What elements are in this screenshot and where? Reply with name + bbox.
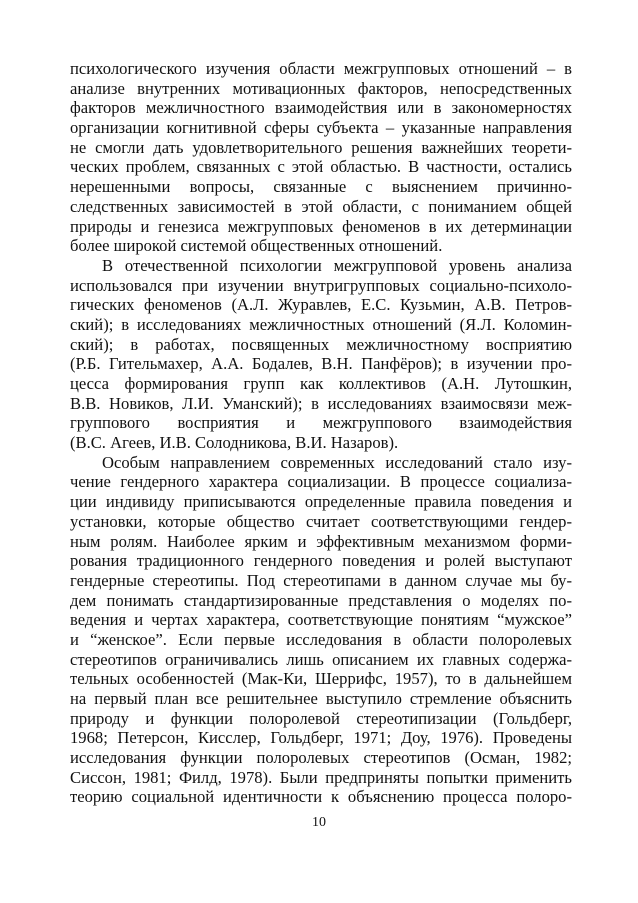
body-text bbox=[70, 59, 572, 807]
text-line: ции индивиду приписываются определенные правила поведения и bbox=[70, 492, 572, 512]
text-line: (Р.Б. Гительмахер, А.А. Бодалев, В.Н. Панфёров); в изучении про- bbox=[70, 354, 572, 374]
page-number: 10 bbox=[312, 815, 326, 830]
text-line: тельных особенностей (Мак-Ки, Шеррифс, 1957), то в дальнейшем bbox=[70, 669, 572, 689]
text-line: не смогли дать удовлетворительного решения важнейших теорети- bbox=[70, 137, 572, 157]
text-line: стереотипов ограничивались лишь описанием их главных содержа- bbox=[70, 649, 572, 669]
text-line: ным ролям. Наиболее ярким и эффективным механизмом форми- bbox=[70, 531, 572, 551]
text-line: гических феноменов (А.Л. Журавлев, Е.С. Кузьмин, А.В. Петров- bbox=[70, 295, 572, 315]
text-line: ский); в работах, посвященных межличностному восприятию bbox=[70, 334, 572, 354]
text-line: исследования функции полоролевых стереотипов (Осман, 1982; bbox=[70, 748, 572, 768]
text-line: на первый план все решительнее выступило стремление объяснить bbox=[70, 689, 572, 708]
text-line: анализе внутренних мотивационных факторов, непосредственных bbox=[70, 78, 572, 98]
text-line: ведения и чертах характера, соответствующие понятиям “мужское” bbox=[70, 610, 572, 630]
text-line: Сиссон, 1981; Филд, 1978). Были предприняты попытки применить bbox=[70, 767, 572, 787]
text-line: гендерные стереотипы. Под стереотипами в данном случае мы бу- bbox=[70, 570, 572, 590]
paragraph bbox=[70, 453, 572, 807]
text-line: теорию социальной идентичности к объяснению процесса полоро- bbox=[70, 787, 572, 807]
text-line: В отечественной психологии межгрупповой уровень анализа bbox=[102, 255, 572, 275]
text-line: ский); в исследованиях межличностных отношений (Я.Л. Коломин- bbox=[70, 314, 572, 334]
text-line: 1968; Петерсон, Кисслер, Гольдберг, 1971; Доу, 1976). Проведены bbox=[70, 728, 572, 748]
text-line: более широкой системой общественных отношений. bbox=[70, 236, 443, 256]
text-line: ческих проблем, связанных с этой областью. В частности, остались bbox=[70, 157, 572, 177]
text-line: следственных зависимостей в этой области, с пониманием общей bbox=[70, 196, 572, 216]
paragraph bbox=[70, 59, 572, 256]
text-line: факторов межличностного взаимодействия или в закономерностях bbox=[70, 98, 572, 118]
text-line: группового восприятия и межгруппового взаимодействия bbox=[70, 413, 572, 433]
text-line: природу и функции полоролевой стереотипизации (Гольдберг, bbox=[70, 708, 572, 728]
text-line: дем понимать стандартизированные представления о моделях по- bbox=[70, 590, 572, 610]
text-line: (В.С. Агеев, И.В. Солодникова, В.И. Назаров). bbox=[70, 433, 399, 453]
text-line: цесса формирования групп как коллективов (А.Н. Лутошкин, bbox=[70, 374, 572, 393]
text-line: использовался при изучении внутригрупповых социально-психоло- bbox=[70, 275, 572, 295]
paragraph bbox=[70, 256, 572, 453]
text-line: Особым направлением современных исследований стало изу- bbox=[102, 452, 572, 472]
text-line: установки, которые общество считает соответствующими гендер- bbox=[70, 511, 572, 531]
text-line: организации когнитивной сферы субъекта – указанные направления bbox=[70, 118, 572, 138]
text-line: В.В. Новиков, Л.И. Уманский); в исследованиях взаимосвязи меж- bbox=[70, 393, 572, 413]
text-line: рования традиционного гендерного поведения и ролей выступают bbox=[70, 551, 572, 571]
text-line: природы и генезиса межгрупповых феноменов в их детерминации bbox=[70, 216, 572, 236]
text-line: психологического изучения области межгрупповых отношений – в bbox=[70, 59, 572, 78]
text-line: нерешенными вопросы, связанные с выяснением причинно- bbox=[70, 177, 572, 197]
text-line: и “женское”. Если первые исследования в области полоролевых bbox=[70, 629, 572, 649]
text-line: чение гендерного характера социализации. В процессе социализа- bbox=[70, 472, 572, 492]
